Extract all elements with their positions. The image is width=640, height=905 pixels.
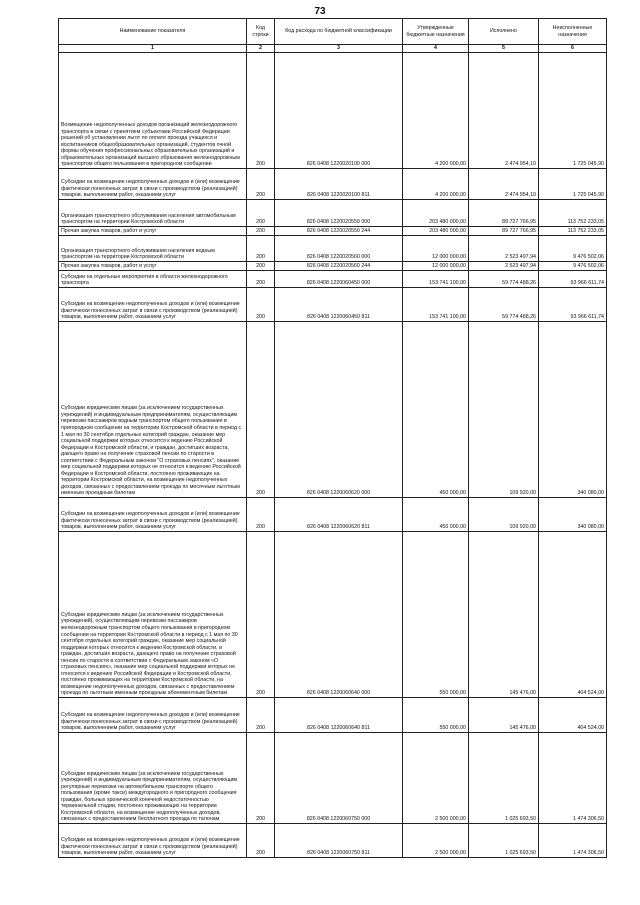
row-executed: 89 727 766,95 [469,227,539,236]
row-code: 200 [247,288,275,322]
row-executed: 1 025 693,50 [469,733,539,824]
row-code: 200 [247,824,275,858]
column-header-executed: Исполнено [469,19,539,45]
row-remaining: 113 752 233,05 [539,200,607,227]
row-name: Прочая закупка товаров, работ и услуг [59,262,247,271]
table-row [59,200,607,227]
row-approved: 153 741 100,00 [403,288,469,322]
row-remaining: 93 966 611,74 [539,288,607,322]
row-executed: 145 476,00 [469,532,539,698]
row-remaining: 404 524,00 [539,698,607,733]
row-name: Организация транспортного обслуживания населения автомобильным транспортом на территории Костромской области [59,200,247,227]
row-name: Субсидии на возмещение недополученных доходов и (или) возмещение фактически понесенных затрат в связи с производством (реализацией) товаров, выполнением работ, оказанием услуг [59,498,247,532]
table-row [59,322,607,498]
row-approved: 12 000 000,00 [403,236,469,262]
column-header-remaining: Неисполненные назначения [539,19,607,45]
row-code: 200 [247,53,275,169]
row-code: 200 [247,169,275,200]
row-executed: 2 474 954,10 [469,53,539,169]
column-number: 2 [247,45,275,53]
header-row [59,19,607,45]
row-remaining: 9 476 502,06 [539,236,607,262]
row-name: Субсидии на отдельные мероприятия в области железнодорожного транспорта [59,271,247,288]
row-approved: 12 000 000,00 [403,262,469,271]
row-kbk: 826 0408 1220060640 000 [275,532,403,698]
row-code: 200 [247,733,275,824]
row-remaining: 340 080,00 [539,322,607,498]
column-header-code: Код строки [247,19,275,45]
row-name: Субсидии на возмещение недополученных доходов и (или) возмещение фактически понесенных затрат в связи с производством (реализацией) товаров, выполнением работ, оказанием услуг [59,288,247,322]
row-name: Субсидии на возмещение недополученных доходов и (или) возмещение фактически понесенных затрат в связи с производством (реализацией) товаров, выполнением работ, оказанием услуг [59,698,247,733]
row-executed: 2 523 497,94 [469,236,539,262]
column-number: 3 [275,45,403,53]
row-code: 200 [247,200,275,227]
table-row [59,262,607,271]
row-remaining: 1 725 045,90 [539,169,607,200]
row-code: 200 [247,262,275,271]
row-name: Субсидии на возмещение недополученных доходов и (или) возмещение фактически понесенных затрат в связи с производством (реализацией) товаров, выполнением работ, оказанием услуг [59,824,247,858]
table-row [59,288,607,322]
row-kbk: 826 0408 1220060450 000 [275,271,403,288]
row-remaining: 9 476 502,06 [539,262,607,271]
row-approved: 450 000,00 [403,322,469,498]
table-row [59,236,607,262]
row-kbk: 826 0408 1220020100 811 [275,169,403,200]
table-row [59,498,607,532]
row-executed: 89 727 766,95 [469,200,539,227]
row-kbk: 826 0408 1220060750 000 [275,733,403,824]
row-name: Прочая закупка товаров, работ и услуг [59,227,247,236]
row-kbk: 826 0408 1220020550 000 [275,200,403,227]
row-approved: 450 000,00 [403,498,469,532]
row-executed: 2 474 954,10 [469,169,539,200]
row-kbk: 826 0408 1220060640 811 [275,698,403,733]
row-executed: 109 920,00 [469,322,539,498]
row-remaining: 113 752 233,05 [539,227,607,236]
column-number: 6 [539,45,607,53]
row-approved: 4 200 000,00 [403,53,469,169]
column-number: 4 [403,45,469,53]
table-row [59,532,607,698]
table-row [59,227,607,236]
row-approved: 2 500 000,00 [403,733,469,824]
table-row [59,733,607,824]
row-remaining: 1 474 306,50 [539,824,607,858]
row-code: 200 [247,698,275,733]
column-number: 5 [469,45,539,53]
column-header-kbk: Код расхода по бюджетной классификации [275,19,403,45]
row-kbk: 826 0408 1220020560 000 [275,236,403,262]
column-number: 1 [59,45,247,53]
row-executed: 109 920,00 [469,498,539,532]
table-row [59,169,607,200]
row-code: 200 [247,498,275,532]
column-header-name: Наименование показателя [59,19,247,45]
table-row [59,271,607,288]
row-executed: 145 476,00 [469,698,539,733]
row-executed: 59 774 488,26 [469,271,539,288]
row-remaining: 1 725 045,90 [539,53,607,169]
row-name: Субсидии юридическим лицам (за исключением государственных учреждений) и индивидуальным предпринимателям, осуществляющим перевозки пассажиров водным транспортом общего пользования в пригородном сообщении на территории Костромской области в период с 1 мая по 30 сентября отдельных категорий граждан, оказание мер социальной поддержки которых относится к ведению Российской Федерации и Костромской области, и граждан, достигших возраста, дающего право на получение страховой пенсии по старости в соответствии с Федеральным законом "О страховых пенсиях", оказание мер социальной поддержки которых не относится к ведению Российской Федерации и Костромской области, постоянно проживающих на территории Костромской области, на возмещение недополученных доходов, связанных с предоставлением проезда по месячным льготным именным проездным билетам [59,322,247,498]
row-name: Возмещение недополученных доходов организаций железнодорожного транспорта в связи с принятием субъектами Российской Федерации решений об установлении льгот по оплате проезда учащихся и воспитанников общеобразовательных организаций, студентов очной формы обучения профессиональных образовательных организаций и образовательных организаций высшего образования железнодорожным транспортом общего пользования в пригородном сообщении [59,53,247,169]
row-code: 200 [247,236,275,262]
row-remaining: 93 966 611,74 [539,271,607,288]
row-executed: 1 025 693,50 [469,824,539,858]
row-approved: 2 500 000,00 [403,824,469,858]
row-code: 200 [247,532,275,698]
table-row [59,698,607,733]
row-name: Субсидии юридическим лицам (за исключением государственных учреждений) и индивидуальным предпринимателям, осуществляющим регулярные перевозки на автомобильном транспорте общего пользования (кроме такси) междугородного и пригородного сообщения граждан, больных хронической конечной недостаточностью терминальной стадии, постоянно проживающих на территории Костромской области, на возмещение недополученных доходов, связанных с предоставлением бесплатного проезда по талонам [59,733,247,824]
row-approved: 203 480 000,00 [403,227,469,236]
row-remaining: 1 474 306,50 [539,733,607,824]
row-name: Субсидии юридическим лицам (за исключением государственных учреждений), осуществляющим перевозки пассажиров железнодорожным транспортом общего пользования в пригородном сообщении на территории Костромской области в период с 1 мая по 30 сентября отдельных категорий граждан, оказание мер социальной поддержки которых относится к ведению Костромской области, и граждан, достигших возраста, дающего право на получение страховой пенсии по старости в соответствии с Федеральным законом «О страховых пенсиях», оказание мер социальной поддержки которых не относится к ведению Российской Федерации и Костромской области, постоянно проживающих на территории Костромской области, на возмещение недополученных доходов, связанных с предоставлением проезда по льготным именным проездным абонементным билетам [59,532,247,698]
page-number: 73 [314,6,326,17]
table-row [59,824,607,858]
row-code: 200 [247,271,275,288]
row-code: 200 [247,322,275,498]
column-number-row [59,45,607,53]
table-row [59,53,607,169]
row-kbk: 826 0408 1220020100 000 [275,53,403,169]
row-approved: 550 000,00 [403,698,469,733]
row-executed: 59 774 488,26 [469,288,539,322]
row-kbk: 826 0408 1220060620 811 [275,498,403,532]
row-executed: 2 523 497,94 [469,262,539,271]
row-remaining: 340 080,00 [539,498,607,532]
row-kbk: 826 0408 1220020560 244 [275,262,403,271]
row-name: Организация транспортного обслуживания населения водным транспортом на территории Костромской области [59,236,247,262]
row-kbk: 826 0408 1220060750 811 [275,824,403,858]
row-approved: 550 000,00 [403,532,469,698]
row-approved: 153 741 100,00 [403,271,469,288]
column-header-approved: Утвержденные бюджетные назначения [403,19,469,45]
row-kbk: 826 0408 1220020550 244 [275,227,403,236]
row-kbk: 826 0408 1220060620 000 [275,322,403,498]
row-code: 200 [247,227,275,236]
row-name: Субсидии на возмещение недополученных доходов и (или) возмещение фактически понесенных затрат в связи с производством (реализацией) товаров, выполнением работ, оказанием услуг [59,169,247,200]
budget-execution-table [58,18,607,858]
row-approved: 203 480 000,00 [403,200,469,227]
row-kbk: 826 0408 1220060450 811 [275,288,403,322]
row-approved: 4 200 000,00 [403,169,469,200]
row-remaining: 404 524,00 [539,532,607,698]
